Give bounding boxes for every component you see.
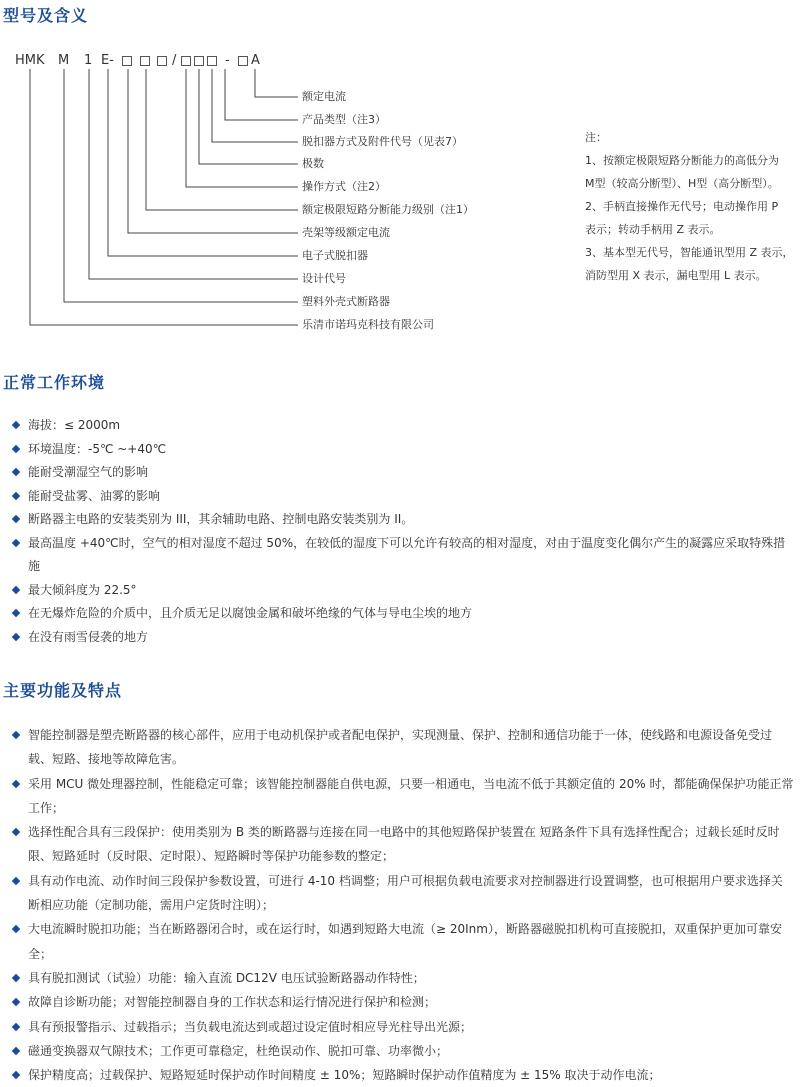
- diamond-bullet-icon: [12, 925, 20, 933]
- field-rated-current: 额定电流: [302, 90, 346, 103]
- environment-list: [12, 414, 794, 649]
- list-item: 在无爆炸危险的介质中，且介质无足以腐蚀金属和破坏绝缘的气体与导电尘埃的地方: [12, 602, 794, 626]
- list-item: 磁通变换器双气隙技术；工作更可靠稳定，杜绝误动作、脱扣可靠、功率微小；: [12, 1039, 794, 1063]
- list-item: 环境温度：-5℃ ~+40℃: [12, 438, 794, 462]
- code-box-operation: [157, 56, 167, 66]
- diamond-bullet-icon: [12, 468, 20, 476]
- diamond-bullet-icon: [12, 609, 20, 617]
- field-product-type: 产品类型（注3）: [302, 113, 386, 126]
- diamond-bullet-icon: [12, 585, 20, 593]
- field-electronic-release: 电子式脱扣器: [302, 249, 368, 262]
- diamond-bullet-icon: [12, 515, 20, 523]
- code-box-frame: [122, 56, 132, 66]
- field-company: 乐清市诺玛克科技有限公司: [302, 318, 434, 331]
- diamond-bullet-icon: [12, 1071, 20, 1079]
- field-frame-current: 壳架等级额定电流: [302, 226, 390, 239]
- diamond-bullet-icon: [12, 779, 20, 787]
- list-item: 大电流瞬时脱扣功能；当在断路器闭合时，或在运行时，如遇到短路大电流（≥ 20Inm），断路器磁脱扣机构可直接脱扣，双重保护更加可靠安全；: [12, 917, 794, 966]
- list-item: 最高温度 +40℃时，空气的相对湿度不超过 50%，在较低的湿度下可以允许有较高的相对湿度，对由于温度变化偶尔产生的凝露应采取特殊措施: [12, 532, 794, 579]
- code-slash: /: [172, 53, 177, 68]
- notes-block: [585, 126, 797, 287]
- code-electronic: 1: [84, 53, 93, 68]
- list-item: 具有脱扣测试（试验）功能：输入直流 DC12V 电压试验断路器动作特性；: [12, 966, 794, 990]
- diamond-bullet-icon: [12, 877, 20, 885]
- field-design-code: 设计代号: [302, 272, 346, 285]
- code-current-suffix: A: [251, 53, 260, 68]
- list-item: 能耐受潮湿空气的影响: [12, 461, 794, 485]
- note-line: 消防型用 X 表示，漏电型用 L 表示。: [585, 269, 767, 282]
- diamond-bullet-icon: [12, 974, 20, 982]
- section-title-environment: 正常工作环境: [3, 373, 106, 392]
- code-box-poles: [181, 56, 191, 66]
- list-item: 采用 MCU 微处理器控制，性能稳定可靠；该智能控制器能自供电源，只要一相通电，当电流不低于其额定值的 20% 时，都能确保保护功能正常工作；: [12, 772, 794, 821]
- field-operation-mode: 操作方式（注2）: [302, 180, 386, 193]
- section-title-features: 主要功能及特点: [3, 681, 123, 700]
- list-item: 保护精度高；过载保护、短路短延时保护动作时间精度 ± 10%；短路瞬时保护动作值精度为 ± 15% 取决于动作电流；: [12, 1063, 794, 1087]
- code-design: M: [58, 53, 70, 68]
- note-line: M型（较高分断型）、H型（高分断型）。: [585, 177, 779, 190]
- list-item: 智能控制器是塑壳断路器的核心部件，应用于电动机保护或者配电保护，实现测量、保护、控制和通信功能于一体，使线路和电源设备免受过载、短路、接地等故障危害。: [12, 723, 794, 772]
- code-frame: E-: [101, 53, 114, 68]
- code-box-current: [238, 56, 248, 66]
- code-box-breaking: [140, 56, 150, 66]
- notes-title: 注：: [585, 131, 607, 144]
- code-dash: -: [225, 53, 230, 68]
- diamond-bullet-icon: [12, 998, 20, 1006]
- diamond-bullet-icon: [12, 731, 20, 739]
- note-line: 1、按额定极限短路分断能力的高低分为: [585, 154, 779, 167]
- code-series: HMK: [15, 53, 45, 68]
- diamond-bullet-icon: [12, 1022, 20, 1030]
- diamond-bullet-icon: [12, 421, 20, 429]
- note-line: 2、手柄直接操作无代号；电动操作用 P: [585, 200, 779, 213]
- list-item: 故障自诊断功能；对智能控制器自身的工作状态和运行情况进行保护和检测；: [12, 990, 794, 1014]
- note-line: 3、基本型无代号，智能通讯型用 Z 表示，: [585, 246, 794, 259]
- list-item: 具有预报警指示、过载指示；当负载电流达到或超过设定值时相应导光柱导出光源；: [12, 1015, 794, 1039]
- model-code-diagram: [0, 40, 800, 340]
- list-item: 最大倾斜度为 22.5°: [12, 579, 794, 603]
- diamond-bullet-icon: [12, 828, 20, 836]
- list-item: 能耐受盐雾、油雾的影响: [12, 485, 794, 509]
- diamond-bullet-icon: [12, 632, 20, 640]
- features-list: [12, 723, 794, 1087]
- list-item: 断路器主电路的安装类别为 III，其余辅助电路、控制电路安装类别为 II。: [12, 508, 794, 532]
- diamond-bullet-icon: [12, 538, 20, 546]
- list-item: 具有动作电流、动作时间三段保护参数设置，可进行 4-10 档调整；用户可根据负载电流要求对控制器进行设置调整，也可根据用户要求选择关断相应功能（定制功能，需用户定货时注明）；: [12, 869, 794, 918]
- section-title-model: 型号及含义: [3, 6, 89, 25]
- field-breaking-capacity: 额定极限短路分断能力级别（注1）: [302, 203, 474, 216]
- code-box-trip: [194, 56, 204, 66]
- list-item: 选择性配合具有三段保护：使用类别为 B 类的断路器与连接在同一电路中的其他短路保护装置在 短路条件下具有选择性配合；过载长延时反时限、短路延时（反时限、定时限）、短路瞬时等保护功能参数的整定；: [12, 820, 794, 869]
- field-trip-accessory: 脱扣器方式及附件代号（见表7）: [302, 135, 463, 148]
- diamond-bullet-icon: [12, 1047, 20, 1055]
- diamond-bullet-icon: [12, 491, 20, 499]
- diamond-bullet-icon: [12, 444, 20, 452]
- field-poles: 极数: [302, 157, 324, 170]
- list-item: 在没有雨雪侵袭的地方: [12, 626, 794, 650]
- code-box-type: [207, 56, 217, 66]
- field-mccb: 塑料外壳式断路器: [302, 295, 390, 308]
- note-line: 表示；转动手柄用 Z 表示。: [585, 223, 721, 236]
- list-item: 海拔：≤ 2000m: [12, 414, 794, 438]
